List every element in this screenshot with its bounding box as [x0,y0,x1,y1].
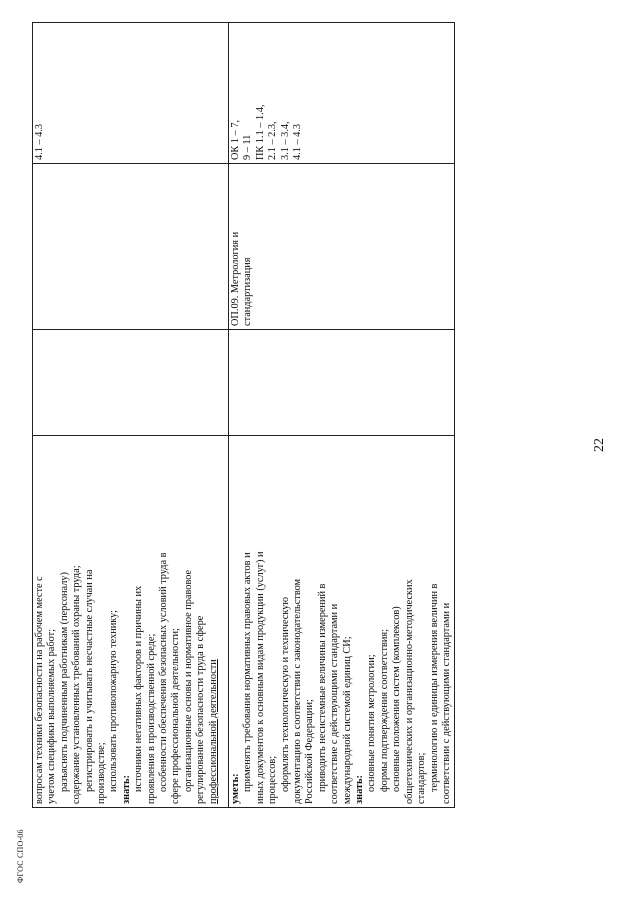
text-line: иных документов к основным видам продукции (услуг) и [254,551,266,804]
text-line: учетом специфики выполняемых работ; [46,629,58,804]
competency-line: 9 – 11 [242,134,254,160]
text-line: формы подтверждения соответствия; [378,629,390,792]
standard-table [32,22,455,808]
text-line: особенности обеспечения безопасных условий труда в [158,552,170,792]
competency-line: ОК 1 – 7, [230,119,241,160]
text-line: Российской Федерации; [304,699,316,804]
text-line: терминологию и единицы измерения величин в [428,583,440,792]
know-label: знать: [354,775,366,804]
discipline-line: ОП.09. Метрология и [230,231,241,326]
text-line: содержание установленных требований охраны труда; [71,565,83,804]
text-line: разъяснять подчиненным работникам (персоналу) [58,572,70,792]
text-line: регулирование безопасности труда в сфере [195,615,207,804]
competency-line: 2.1 – 2.3, [267,121,279,160]
empty-cell [229,330,455,436]
text-line: соответствие с действующими стандартами и [329,603,341,804]
competencies-cell [229,23,455,164]
know-label: знать: [120,775,132,804]
text-line: регистрировать и учитывать несчастные случаи на [83,569,95,792]
discipline-cell [33,164,229,330]
requirements-cell [229,436,455,808]
text-line: общетехнических и организационно-методических [403,579,415,804]
can-label: уметь: [230,773,241,804]
text-line: профессиональной деятельности [207,659,219,804]
text-line: стандартов; [416,752,428,804]
text-line: документацию в соответствии с законодательством [292,578,304,804]
text-line: оформлять технологическую и техническую [279,596,291,792]
competency-line: 3.1 – 3.4, [279,121,291,160]
text-line: международной системой единиц СИ; [341,636,353,804]
text-line: источники негативных факторов и причины их [133,585,145,792]
competency-line: ПК 1.1 – 1.4, [254,104,266,160]
text-line: основные понятия метрологии; [366,654,378,792]
text-line: соответствии с действующими стандартами и [440,602,452,804]
empty-cell [33,330,229,436]
table-row [229,23,455,808]
text-line: вопросам техники безопасности на рабочем месте с [34,576,45,804]
text-line: организационные основы и нормативное правовое [182,569,194,792]
competency-line: 4.1 – 4.3 [292,123,304,160]
text-line: проявления в производственной среде; [145,633,157,804]
text-line: производстве; [96,742,108,804]
text-line: использовать противопожарную технику; [108,609,120,792]
text-line: приводить несистемные величины измерений в [316,583,328,792]
discipline-cell [229,164,455,330]
page-footer: ФГОС СПО-06 [16,829,25,883]
text-line: сфере профессиональной деятельности; [170,628,182,804]
discipline-line: стандартизация [242,257,254,326]
table-row [33,23,229,808]
competency-line: 4.1 – 4.3 [34,123,45,160]
page-number: 22 [592,438,607,452]
requirements-cell [33,436,229,808]
text-line: применять требования нормативных правовых актов и [242,552,254,792]
competencies-cell [33,23,229,164]
text-line: процессов; [267,755,279,804]
text-line: основные положения систем (комплексов) [391,606,403,792]
